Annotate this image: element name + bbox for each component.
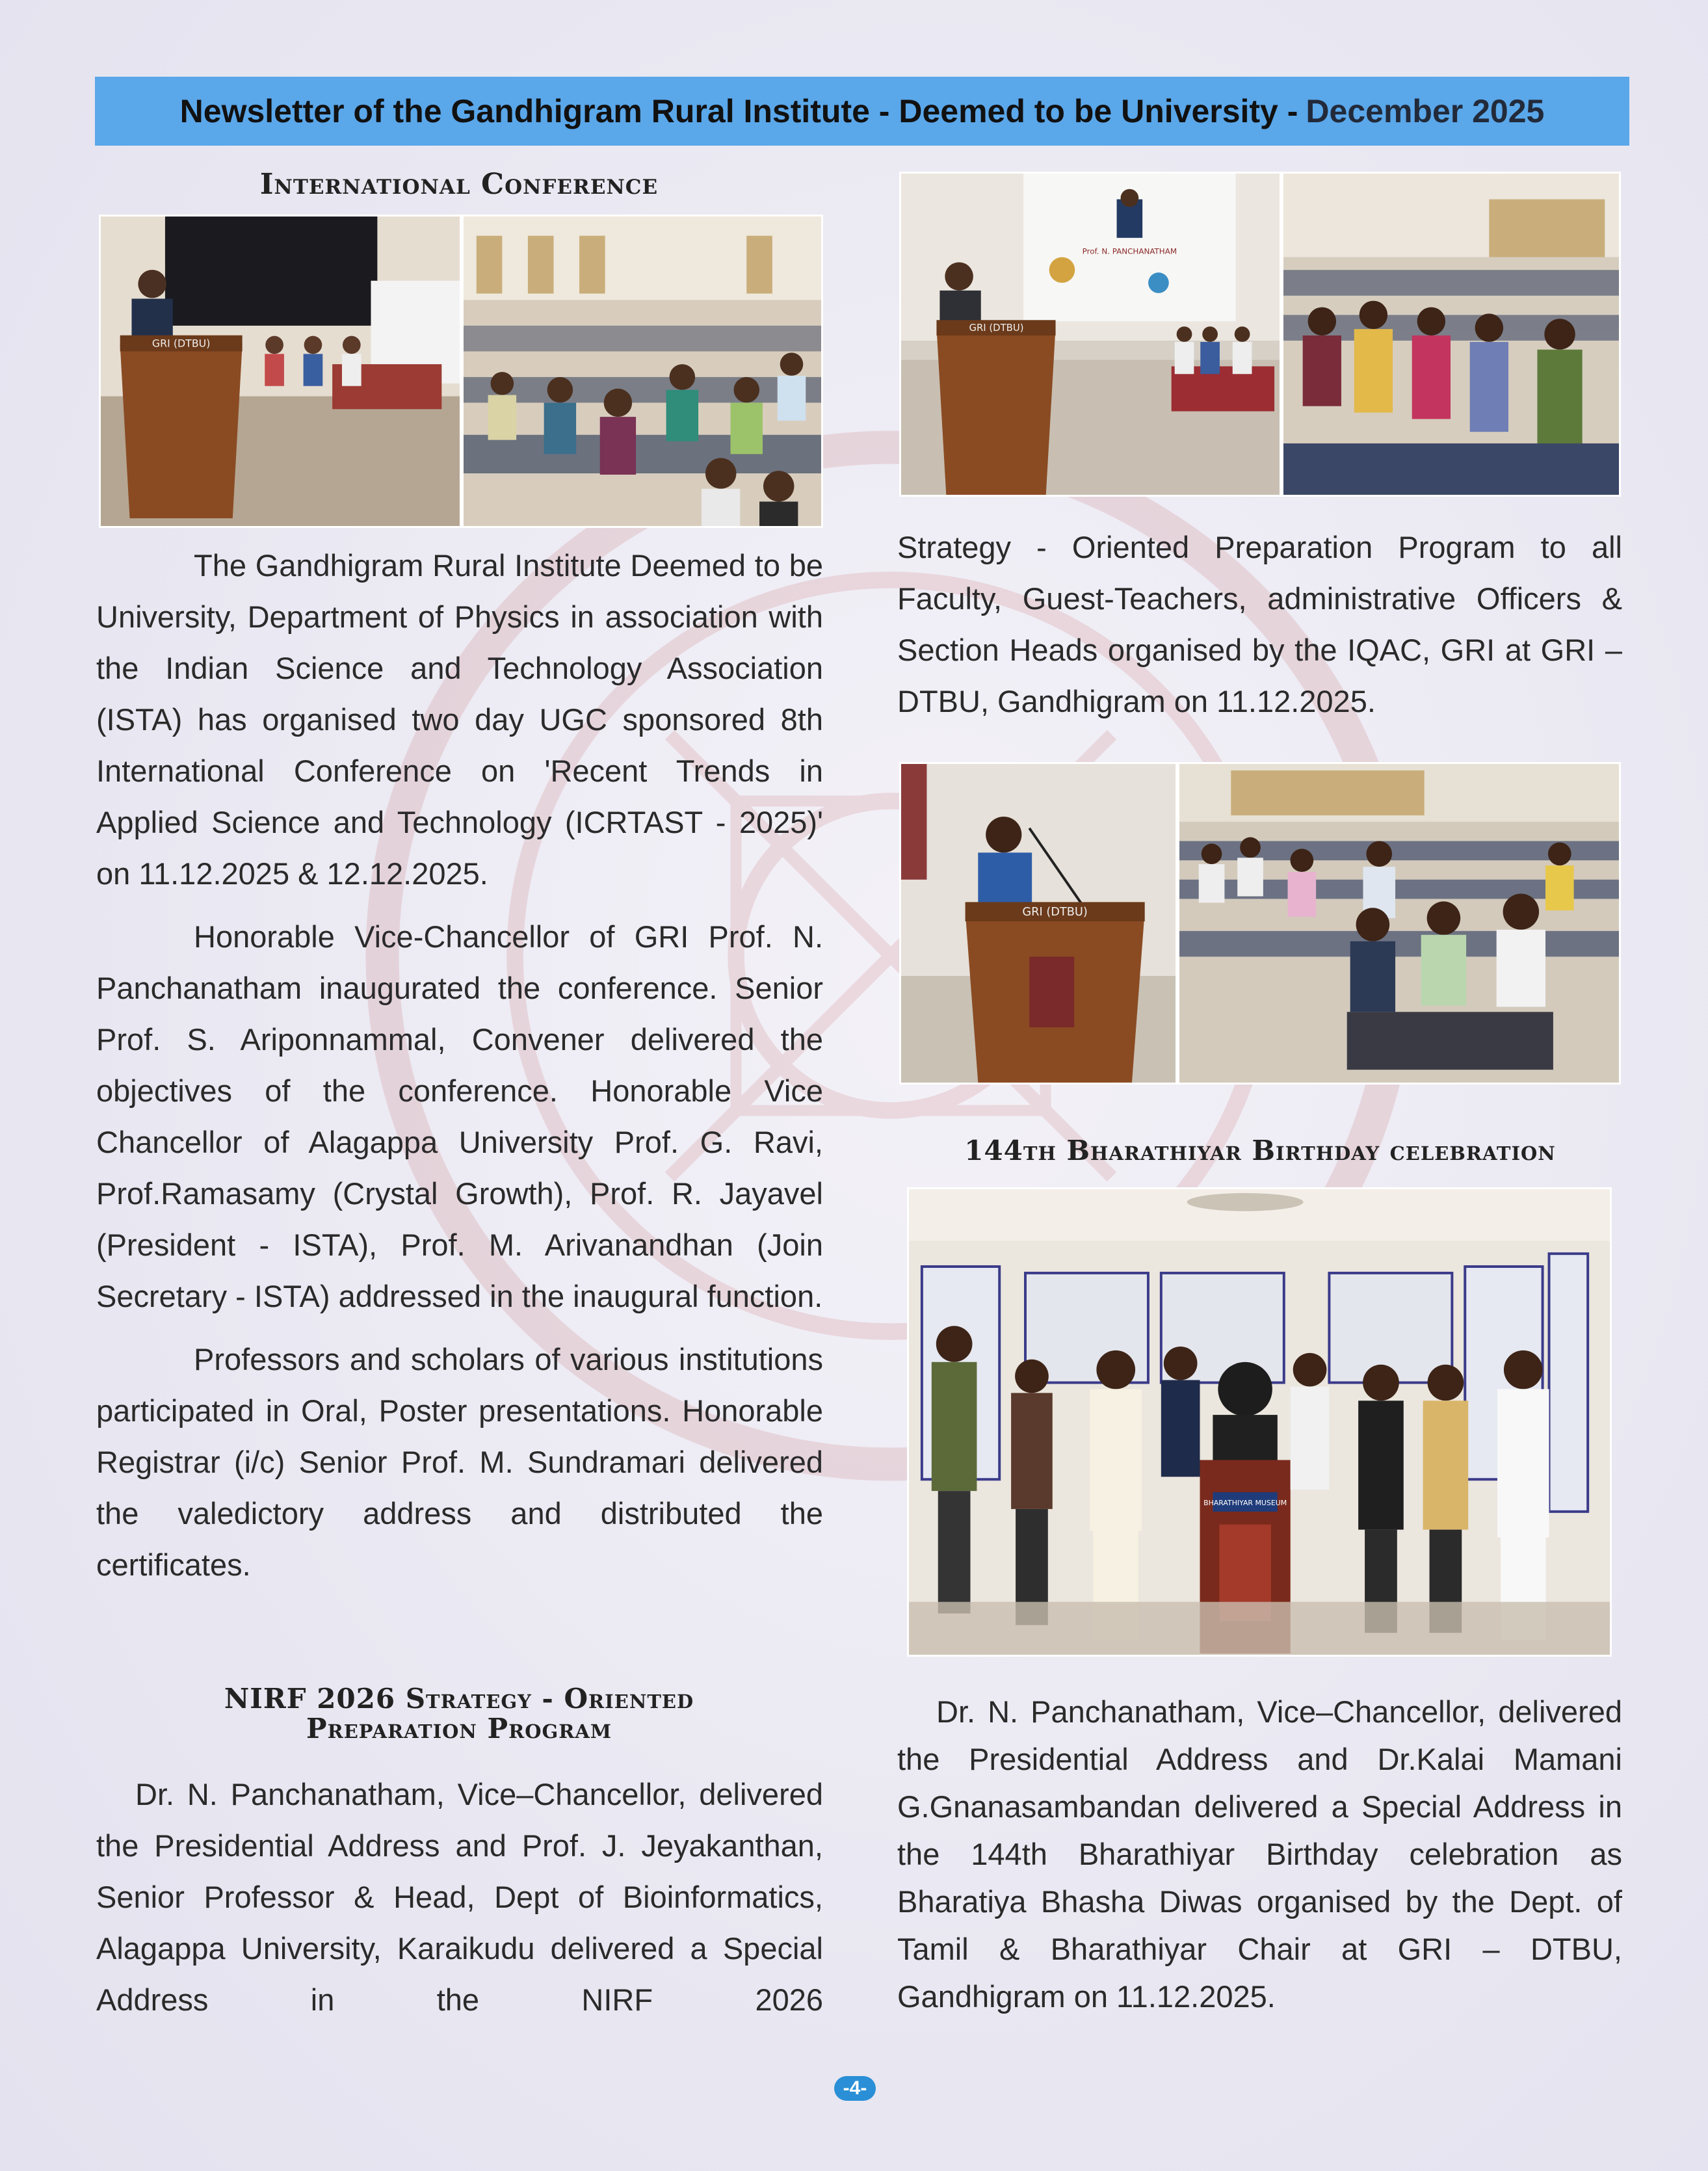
section-title-conference: International Conference: [259, 168, 659, 201]
conference-paragraph-3: Professors and scholars of various institutions participated in Oral, Poster presentations. Honorable Registrar (i/c) Senior Prof. M. Sundramari delivered the valedictory address and distributed the certificates.: [96, 1342, 823, 1582]
nirf-photo-speaker-2: [899, 762, 1177, 1085]
nirf-photo-speaker: [899, 172, 1281, 497]
newsletter-header: [95, 77, 1629, 146]
podium-label-3: GRI (DTBU): [1022, 906, 1088, 919]
section-title-bharathiyar: 144th Bharathiyar Birthday celebration: [964, 1135, 1556, 1166]
nirf-paragraph-left: Dr. N. Panchanatham, Vice–Chancellor, delivered the Presidential Address and Prof. J. Jeyakanthan, Senior Professor & Head, Dept of Bioinformatics, Alagappa University, Karaikudu delivered a Special Address in the NIRF 2026: [96, 1777, 823, 2017]
nirf-paragraph-right: Strategy - Oriented Preparation Program to all Faculty, Guest-Teachers, administrative Officers & Section Heads organised by the IQAC, GRI at GRI – DTBU, Gandhigram on 11.12.2025.: [897, 530, 1622, 718]
newsletter-title: Newsletter of the Gandhigram Rural Institute - Deemed to be University -: [179, 93, 1298, 129]
section-title-nirf-line-1: NIRF 2026 Strategy - Oriented: [224, 1683, 694, 1715]
nirf-article-right: [897, 521, 1622, 727]
bharathiyar-article: [897, 1688, 1622, 2020]
conference-paragraph-2: Honorable Vice-Chancellor of GRI Prof. N. Panchanatham inaugurated the conference. Senior Prof. S. Ariponnammal, Convener delivered the objectives of the conference. Honorable Vice Chancellor of Alagappa University Prof. G. Ravi, Prof.Ramasamy (Crystal Growth), Prof. R. Jayavel (President - ISTA), Prof. M. Arivanandhan (Join Secretary - ISTA) addressed in the inaugural function.: [96, 919, 823, 1313]
podium-label-2: GRI (DTBU): [969, 322, 1024, 334]
page-number: -4-: [834, 2076, 876, 2101]
conference-article: [96, 540, 823, 1590]
bharathiyar-photo: [907, 1187, 1612, 1657]
newsletter-month: December 2025: [1306, 93, 1545, 129]
nirf-article-left: [96, 1769, 823, 2025]
section-title-nirf: [95, 1684, 823, 1744]
museum-label: BHARATHIYAR MUSEUM: [1203, 1498, 1287, 1507]
nirf-photo-audience-2: [1177, 762, 1621, 1085]
section-title-nirf-line-2: Preparation Program: [306, 1713, 612, 1744]
conference-photo-audience: [462, 215, 823, 528]
conference-paragraph-1: The Gandhigram Rural Institute Deemed to be University, Department of Physics in association with the Indian Science and Technology Association (ISTA) has organised two day UGC sponsored 8th International Conference on 'Recent Trends in Applied Science and Technology (ICRTAST - 2025)' on 11.12.2025 & 12.12.2025.: [96, 548, 823, 891]
podium-label: GRI (DTBU): [151, 337, 211, 350]
bharathiyar-paragraph: Dr. N. Panchanatham, Vice–Chancellor, delivered the Presidential Address and Dr.Kalai Mamani G.Gnanasambandan delivered a Special Address in the 144th Bharathiyar Birthday celebration as Bharatiya Bhasha Diwas organised by the Dept. of Tamil & Bharathiyar Chair at GRI – DTBU, Gandhigram on 11.12.2025.: [897, 1694, 1622, 2014]
conference-photo-speaker: [99, 215, 462, 528]
screen-label: Prof. N. PANCHANATHAM: [1082, 246, 1177, 256]
nirf-photo-audience: [1281, 172, 1621, 497]
